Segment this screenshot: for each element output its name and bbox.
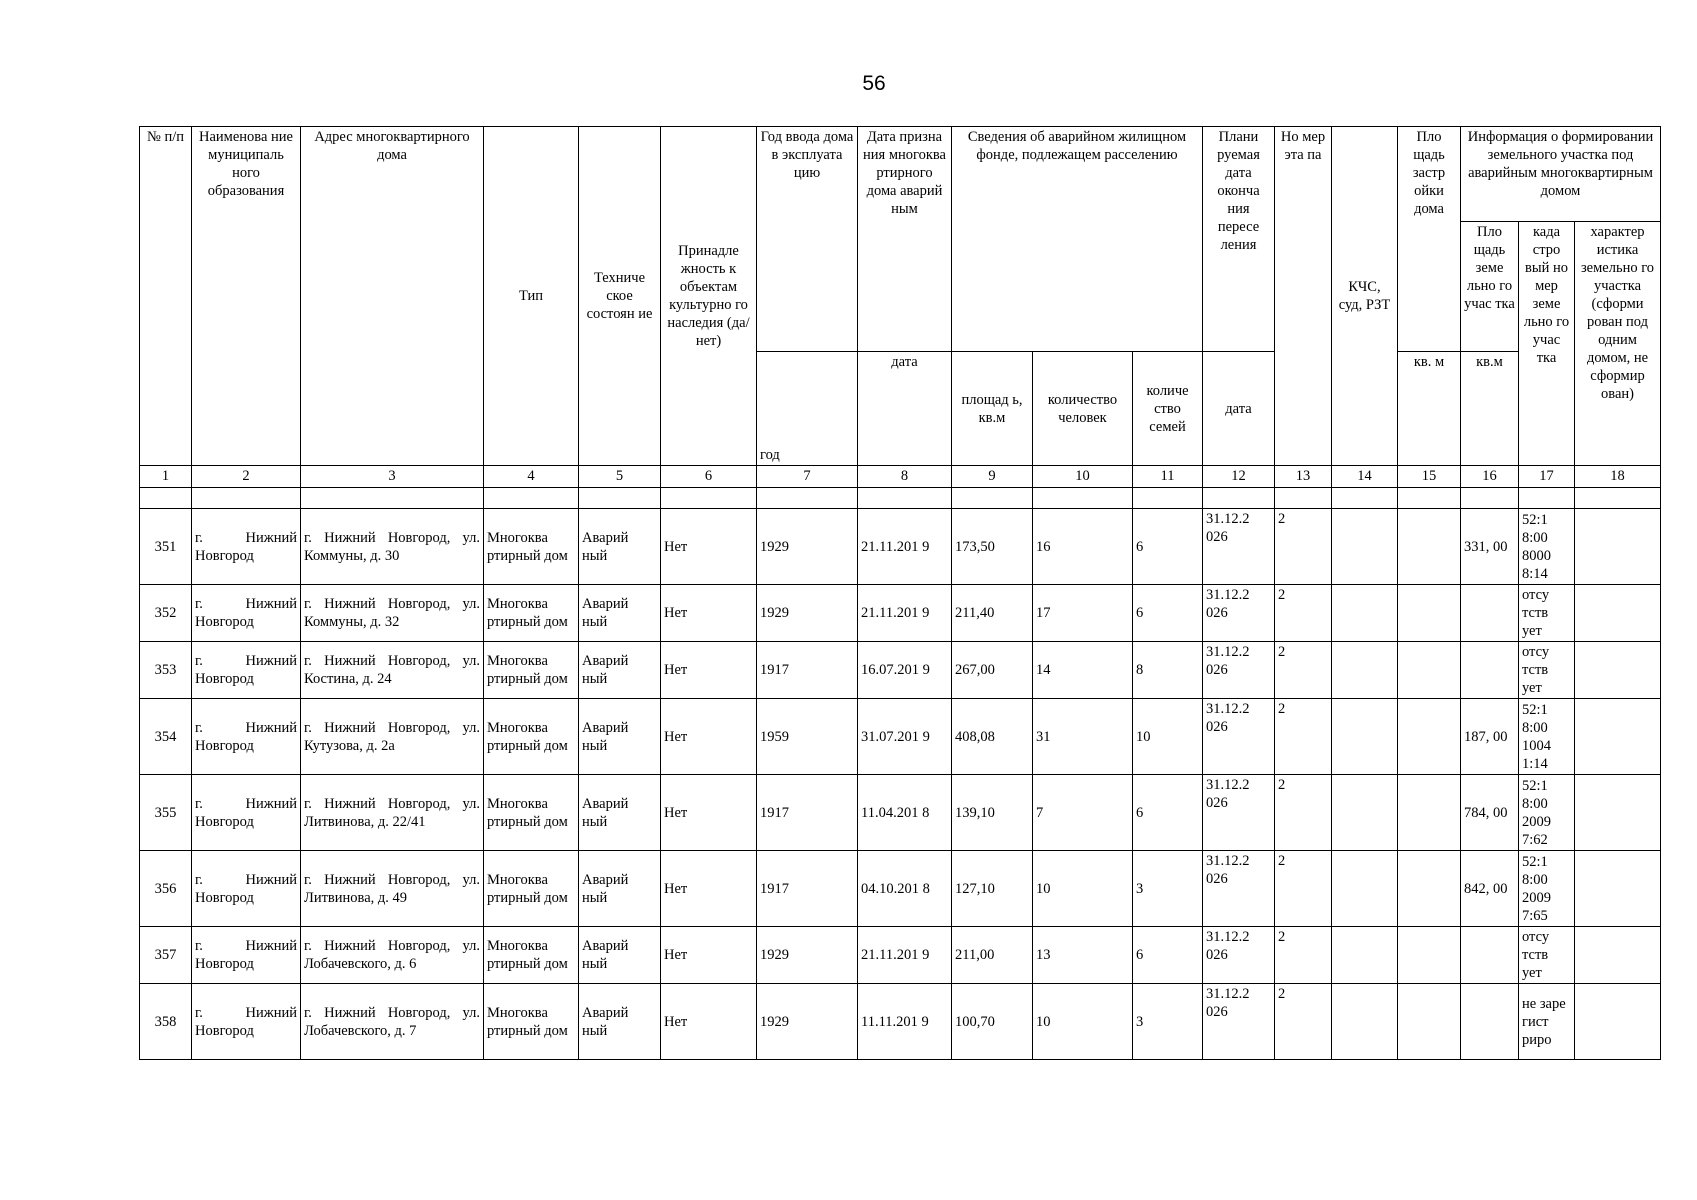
cell-cadastral-number: отсу тств ует	[1519, 585, 1575, 642]
cell-families: 6	[1133, 775, 1203, 851]
cell-area: 173,50	[952, 509, 1033, 585]
cell-municipality: г. Нижний Новгород	[192, 642, 301, 699]
cell-land-area: 784, 00	[1461, 775, 1519, 851]
cell-year: 1917	[757, 775, 858, 851]
cell-building-area	[1398, 585, 1461, 642]
cell-land-characteristic	[1575, 642, 1661, 699]
cell-number: 355	[140, 775, 192, 851]
page-number: 56	[862, 72, 886, 95]
cell-planned-date: 31.12.2 026	[1203, 642, 1275, 699]
col-number: 8	[858, 466, 952, 488]
col-number: 4	[484, 466, 579, 488]
cell-planned-date: 31.12.2 026	[1203, 851, 1275, 927]
header-col-2: Наименова ние муниципаль ного образования	[192, 127, 301, 466]
cell-kchs	[1332, 585, 1398, 642]
col-number: 11	[1133, 466, 1203, 488]
cell-planned-date: 31.12.2 026	[1203, 984, 1275, 1060]
col-number: 16	[1461, 466, 1519, 488]
cell-land-area	[1461, 984, 1519, 1060]
cell-municipality: г. Нижний Новгород	[192, 775, 301, 851]
header-col-13: Но мер эта па	[1275, 127, 1332, 466]
cell-number: 357	[140, 927, 192, 984]
table-row	[140, 509, 1661, 585]
cell-recognition-date: 31.07.201 9	[858, 699, 952, 775]
cell-municipality: г. Нижний Новгород	[192, 984, 301, 1060]
cell-year: 1917	[757, 851, 858, 927]
cell-land-area	[1461, 585, 1519, 642]
cell-land-area: 842, 00	[1461, 851, 1519, 927]
cell-address: г. Нижний Новгород, ул. Кутузова, д. 2а	[301, 699, 484, 775]
col-number: 3	[301, 466, 484, 488]
cell-number: 358	[140, 984, 192, 1060]
cell-people: 31	[1033, 699, 1133, 775]
cell-kchs	[1332, 851, 1398, 927]
table-row	[140, 642, 1661, 699]
cell-municipality: г. Нижний Новгород	[192, 927, 301, 984]
header-col-8: Дата призна ния многоква ртирного дома аварий ным	[858, 127, 952, 352]
cell-land-characteristic	[1575, 775, 1661, 851]
cell-area: 267,00	[952, 642, 1033, 699]
cell-condition: Аварий ный	[579, 509, 661, 585]
col-number: 12	[1203, 466, 1275, 488]
cell-kchs	[1332, 775, 1398, 851]
cell-families: 6	[1133, 509, 1203, 585]
cell-heritage: Нет	[661, 927, 757, 984]
header-col-15: Пло щадь застр ойки дома	[1398, 127, 1461, 352]
cell-number: 354	[140, 699, 192, 775]
cell-land-area	[1461, 642, 1519, 699]
cell-people: 10	[1033, 851, 1133, 927]
header-col-15-unit: кв. м	[1398, 352, 1461, 466]
cell-planned-date: 31.12.2 026	[1203, 699, 1275, 775]
cell-building-area	[1398, 642, 1461, 699]
col-number: 6	[661, 466, 757, 488]
header-col-16: Пло щадь земе льно го учас тка	[1461, 222, 1519, 352]
header-col-5: Техниче ское состоян ие	[579, 127, 661, 466]
col-number: 5	[579, 466, 661, 488]
cell-heritage: Нет	[661, 699, 757, 775]
cell-building-area	[1398, 927, 1461, 984]
cell-building-area	[1398, 851, 1461, 927]
cell-area: 408,08	[952, 699, 1033, 775]
cell-condition: Аварий ный	[579, 585, 661, 642]
cell-type: Многоква ртирный дом	[484, 585, 579, 642]
cell-number: 356	[140, 851, 192, 927]
col-number: 1	[140, 466, 192, 488]
cell-address: г. Нижний Новгород, ул. Костина, д. 24	[301, 642, 484, 699]
cell-number: 352	[140, 585, 192, 642]
col-number: 7	[757, 466, 858, 488]
cell-building-area	[1398, 984, 1461, 1060]
cell-kchs	[1332, 642, 1398, 699]
cell-land-characteristic	[1575, 927, 1661, 984]
cell-stage: 2	[1275, 984, 1332, 1060]
emergency-housing-table	[139, 126, 1661, 1060]
cell-heritage: Нет	[661, 775, 757, 851]
cell-land-area	[1461, 927, 1519, 984]
cell-area: 211,00	[952, 927, 1033, 984]
cell-cadastral-number: отсу тств ует	[1519, 927, 1575, 984]
cell-area: 100,70	[952, 984, 1033, 1060]
header-col-8-sub: дата	[858, 352, 952, 466]
cell-stage: 2	[1275, 642, 1332, 699]
cell-municipality: г. Нижний Новгород	[192, 509, 301, 585]
table-row	[140, 984, 1661, 1060]
cell-people: 17	[1033, 585, 1133, 642]
cell-cadastral-number: 52:1 8:00 8000 8:14	[1519, 509, 1575, 585]
cell-land-characteristic	[1575, 851, 1661, 927]
col-number: 9	[952, 466, 1033, 488]
cell-type: Многоква ртирный дом	[484, 851, 579, 927]
cell-stage: 2	[1275, 585, 1332, 642]
cell-land-area: 331, 00	[1461, 509, 1519, 585]
cell-stage: 2	[1275, 851, 1332, 927]
cell-stage: 2	[1275, 699, 1332, 775]
cell-address: г. Нижний Новгород, ул. Коммуны, д. 30	[301, 509, 484, 585]
cell-heritage: Нет	[661, 642, 757, 699]
header-col-1: № п/п	[140, 127, 192, 466]
cell-people: 16	[1033, 509, 1133, 585]
header-col-16-unit: кв.м	[1461, 352, 1519, 466]
cell-planned-date: 31.12.2 026	[1203, 585, 1275, 642]
cell-heritage: Нет	[661, 585, 757, 642]
spacer-row	[140, 488, 1661, 509]
cell-condition: Аварий ный	[579, 642, 661, 699]
cell-land-characteristic	[1575, 984, 1661, 1060]
cell-cadastral-number: 52:1 8:00 2009 7:62	[1519, 775, 1575, 851]
cell-people: 10	[1033, 984, 1133, 1060]
cell-stage: 2	[1275, 509, 1332, 585]
cell-address: г. Нижний Новгород, ул. Лобачевского, д. 6	[301, 927, 484, 984]
cell-land-characteristic	[1575, 699, 1661, 775]
cell-families: 6	[1133, 927, 1203, 984]
header-col-7: Год ввода дома в эксплуата цию	[757, 127, 858, 352]
header-col-9: площад ь, кв.м	[952, 352, 1033, 466]
cell-cadastral-number: не заре гист риро	[1519, 984, 1575, 1060]
cell-building-area	[1398, 509, 1461, 585]
header-col-17: када стро вый но мер земе льно го учас тка	[1519, 222, 1575, 466]
cell-recognition-date: 16.07.201 9	[858, 642, 952, 699]
cell-year: 1917	[757, 642, 858, 699]
cell-municipality: г. Нижний Новгород	[192, 585, 301, 642]
table-row	[140, 927, 1661, 984]
header-emergency-fund: Сведения об аварийном жилищном фонде, подлежащем расселению	[952, 127, 1203, 352]
cell-year: 1929	[757, 585, 858, 642]
cell-people: 14	[1033, 642, 1133, 699]
col-number: 15	[1398, 466, 1461, 488]
cell-families: 8	[1133, 642, 1203, 699]
cell-heritage: Нет	[661, 851, 757, 927]
cell-recognition-date: 21.11.201 9	[858, 585, 952, 642]
cell-year: 1929	[757, 984, 858, 1060]
col-number: 10	[1033, 466, 1133, 488]
cell-kchs	[1332, 699, 1398, 775]
col-number: 13	[1275, 466, 1332, 488]
header-col-18: характер истика земельно го участка (сформи рован под одним домом, не сформир ован)	[1575, 222, 1661, 466]
header-col-11: количе ство семей	[1133, 352, 1203, 466]
header-col-10: количество человек	[1033, 352, 1133, 466]
table-row	[140, 699, 1661, 775]
col-number: 18	[1575, 466, 1661, 488]
cell-planned-date: 31.12.2 026	[1203, 927, 1275, 984]
cell-land-area: 187, 00	[1461, 699, 1519, 775]
cell-families: 3	[1133, 984, 1203, 1060]
table-body	[140, 509, 1661, 1060]
cell-recognition-date: 11.11.201 9	[858, 984, 952, 1060]
cell-cadastral-number: 52:1 8:00 1004 1:14	[1519, 699, 1575, 775]
cell-recognition-date: 04.10.201 8	[858, 851, 952, 927]
header-col-14: КЧС, суд, РЗТ	[1332, 127, 1398, 466]
cell-families: 6	[1133, 585, 1203, 642]
cell-type: Многоква ртирный дом	[484, 984, 579, 1060]
cell-cadastral-number: 52:1 8:00 2009 7:65	[1519, 851, 1575, 927]
cell-building-area	[1398, 699, 1461, 775]
cell-type: Многоква ртирный дом	[484, 927, 579, 984]
cell-people: 7	[1033, 775, 1133, 851]
table-row	[140, 851, 1661, 927]
cell-number: 351	[140, 509, 192, 585]
col-number: 14	[1332, 466, 1398, 488]
cell-municipality: г. Нижний Новгород	[192, 851, 301, 927]
cell-kchs	[1332, 927, 1398, 984]
cell-type: Многоква ртирный дом	[484, 509, 579, 585]
cell-address: г. Нижний Новгород, ул. Лобачевского, д. 7	[301, 984, 484, 1060]
cell-condition: Аварий ный	[579, 699, 661, 775]
cell-address: г. Нижний Новгород, ул. Литвинова, д. 22/41	[301, 775, 484, 851]
column-numbers-row	[140, 466, 1661, 488]
header-col-12-sub: дата	[1203, 352, 1275, 466]
header-col-4: Тип	[484, 127, 579, 466]
cell-type: Многоква ртирный дом	[484, 642, 579, 699]
cell-recognition-date: 21.11.201 9	[858, 927, 952, 984]
cell-cadastral-number: отсу тств ует	[1519, 642, 1575, 699]
cell-year: 1929	[757, 509, 858, 585]
cell-municipality: г. Нижний Новгород	[192, 699, 301, 775]
cell-address: г. Нижний Новгород, ул. Коммуны, д. 32	[301, 585, 484, 642]
table-row	[140, 775, 1661, 851]
cell-stage: 2	[1275, 775, 1332, 851]
cell-kchs	[1332, 984, 1398, 1060]
header-col-12: Плани руемая дата оконча ния пересе ления	[1203, 127, 1275, 352]
cell-condition: Аварий ный	[579, 851, 661, 927]
cell-stage: 2	[1275, 927, 1332, 984]
cell-planned-date: 31.12.2 026	[1203, 775, 1275, 851]
cell-condition: Аварий ный	[579, 984, 661, 1060]
header-col-6: Принадле жность к объектам культурно го наследия (да/нет)	[661, 127, 757, 466]
cell-address: г. Нижний Новгород, ул. Литвинова, д. 49	[301, 851, 484, 927]
cell-condition: Аварий ный	[579, 927, 661, 984]
cell-heritage: Нет	[661, 984, 757, 1060]
header-col-7-sub: год	[757, 352, 858, 466]
header-land-info: Информация о формировании земельного участка под аварийным многоквартирным домом	[1461, 127, 1661, 222]
cell-year: 1959	[757, 699, 858, 775]
cell-type: Многоква ртирный дом	[484, 699, 579, 775]
cell-land-characteristic	[1575, 585, 1661, 642]
cell-building-area	[1398, 775, 1461, 851]
cell-number: 353	[140, 642, 192, 699]
cell-families: 3	[1133, 851, 1203, 927]
cell-area: 211,40	[952, 585, 1033, 642]
cell-condition: Аварий ный	[579, 775, 661, 851]
cell-type: Многоква ртирный дом	[484, 775, 579, 851]
cell-people: 13	[1033, 927, 1133, 984]
cell-recognition-date: 21.11.201 9	[858, 509, 952, 585]
table-row	[140, 585, 1661, 642]
header-col-3: Адрес многоквартирного дома	[301, 127, 484, 466]
cell-families: 10	[1133, 699, 1203, 775]
cell-planned-date: 31.12.2 026	[1203, 509, 1275, 585]
cell-area: 127,10	[952, 851, 1033, 927]
cell-recognition-date: 11.04.201 8	[858, 775, 952, 851]
cell-land-characteristic	[1575, 509, 1661, 585]
col-number: 17	[1519, 466, 1575, 488]
col-number: 2	[192, 466, 301, 488]
cell-area: 139,10	[952, 775, 1033, 851]
cell-heritage: Нет	[661, 509, 757, 585]
cell-kchs	[1332, 509, 1398, 585]
cell-year: 1929	[757, 927, 858, 984]
